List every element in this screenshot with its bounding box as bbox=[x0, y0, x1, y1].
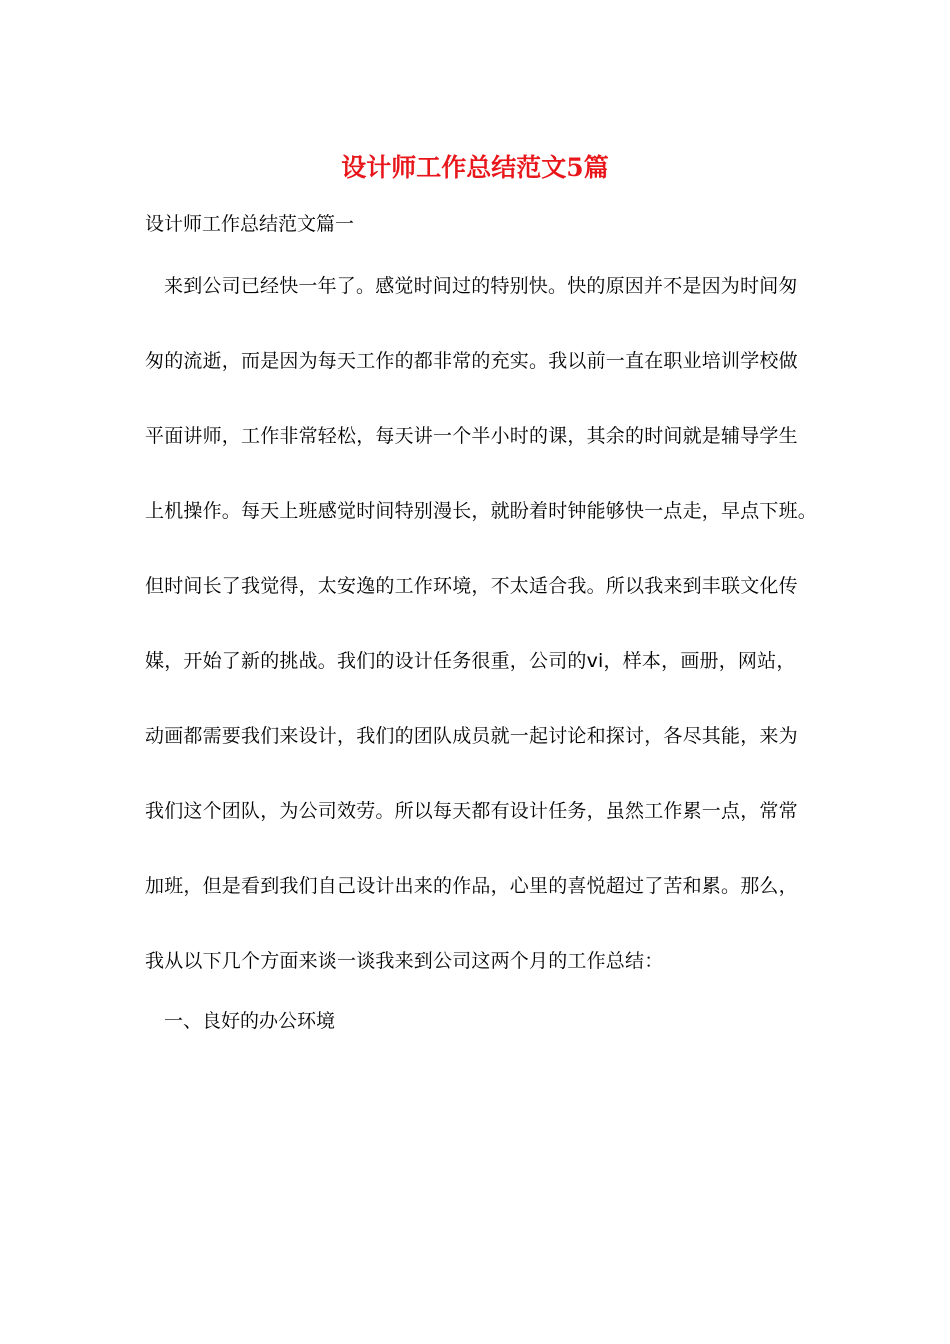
paragraph-line: 平面讲师，工作非常轻松，每天讲一个半小时的课，其余的时间就是辅导学生 bbox=[145, 425, 798, 447]
paragraph-line: 上机操作。每天上班感觉时间特别漫长，就盼着时钟能够快一点走，早点下班。 bbox=[145, 500, 818, 522]
paragraph-line: 匆的流逝，而是因为每天工作的都非常的充实。我以前一直在职业培训学校做 bbox=[145, 350, 798, 372]
paragraph-line: 媒，开始了新的挑战。我们的设计任务很重，公司的vi，样本，画册，网站， bbox=[145, 650, 796, 672]
paragraph-line: 我们这个团队，为公司效劳。所以每天都有设计任务，虽然工作累一点，常常 bbox=[145, 800, 798, 822]
section-heading: 一、良好的办公环境 bbox=[164, 1010, 336, 1032]
paragraph-line: 加班，但是看到我们自己设计出来的作品，心里的喜悦超过了苦和累。那么， bbox=[145, 875, 798, 897]
document-title: 设计师工作总结范文5篇 bbox=[341, 153, 609, 182]
body-paragraph bbox=[145, 271, 818, 1021]
paragraph-line: 动画都需要我们来设计，我们的团队成员就一起讨论和探讨，各尽其能，来为 bbox=[145, 725, 798, 747]
paragraph-line: 但时间长了我觉得，太安逸的工作环境，不太适合我。所以我来到丰联文化传 bbox=[145, 575, 798, 597]
paragraph-line: 来到公司已经快一年了。感觉时间过的特别快。快的原因并不是因为时间匆 bbox=[164, 275, 798, 297]
document-subtitle: 设计师工作总结范文篇一 bbox=[145, 213, 355, 235]
paragraph-line: 我从以下几个方面来谈一谈我来到公司这两个月的工作总结： bbox=[145, 950, 664, 972]
